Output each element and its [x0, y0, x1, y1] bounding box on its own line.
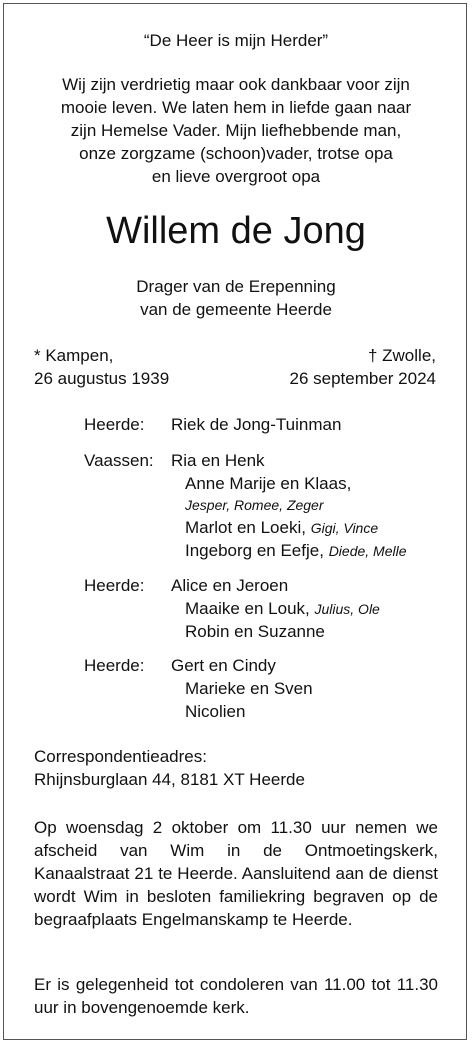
death-info: [290, 344, 437, 390]
family-place: Heerde:: [84, 415, 145, 434]
service-paragraph: Op woensdag 2 oktober om 11.30 uur nemen we afscheid van Wim in de Ontmoetingskerk, Kanaalstraat 21 te Heerde. Aansluitend aan de dienst wordt Wim in besloten familiekring begraven op de begraafplaats Engelmanskamp te Heerde.: [34, 818, 438, 929]
address-line: Rhijnsburglaan 44, 8181 XT Heerde: [34, 770, 305, 789]
family-member-row: [185, 516, 378, 540]
intro-line: zijn Hemelse Vader. Mijn liefhebbende man,: [70, 121, 402, 140]
family-member: Marlot en Loeki,: [185, 518, 306, 537]
family-place: Heerde:: [84, 576, 145, 595]
family-member: Alice en Jeroen: [171, 576, 289, 595]
family-member-row: [185, 539, 407, 563]
family-place: Vaassen:: [84, 451, 154, 470]
family-member-row: [185, 597, 380, 621]
honor-text: [0, 275, 472, 321]
death-date: 26 september 2024: [289, 369, 436, 388]
grandchildren-names: Julius, Ole: [314, 601, 380, 617]
family-member: Nicolien: [185, 702, 246, 721]
grandchildren-names: Gigi, Vince: [310, 520, 379, 536]
intro-line: en lieve overgroot opa: [151, 167, 321, 186]
family-place: Heerde:: [84, 656, 145, 675]
family-member: Ria en Henk: [171, 451, 265, 470]
correspondence-address: [34, 745, 305, 791]
birth-place: * Kampen,: [34, 346, 114, 365]
address-label: Correspondentieadres:: [34, 747, 207, 766]
family-member: Marieke en Sven: [185, 679, 313, 698]
grandchildren-names: Diede, Melle: [328, 543, 407, 559]
intro-text: [0, 73, 472, 188]
intro-line: onze zorgzame (schoon)vader, trotse opa: [79, 144, 393, 163]
family-member: Anne Marije en Klaas,: [185, 474, 352, 493]
death-place: † Zwolle,: [367, 346, 436, 365]
intro-line: mooie leven. We laten hem in liefde gaan naar: [60, 98, 412, 117]
honor-line: Drager van de Erepenning: [136, 277, 336, 296]
deceased-name: Willem de Jong: [106, 210, 366, 252]
condolence-paragraph: Er is gelegenheid tot condoleren van 11.00 tot 11.30 uur in bovengenoemde kerk.: [34, 975, 438, 1017]
family-member: Ingeborg en Eefje,: [185, 541, 324, 560]
birth-date: 26 augustus 1939: [34, 369, 170, 388]
family-member: Robin en Suzanne: [185, 622, 325, 641]
family-member: Maaike en Louk,: [185, 599, 310, 618]
birth-info: [34, 344, 169, 390]
grandchildren-names: Jesper, Romee, Zeger: [185, 497, 324, 513]
family-member: Riek de Jong-Tuinman: [171, 415, 342, 434]
family-member: Gert en Cindy: [171, 656, 276, 675]
intro-line: Wij zijn verdrietig maar ook dankbaar voor zijn: [62, 75, 410, 94]
bible-quote: “De Heer is mijn Herder”: [143, 31, 329, 50]
honor-line: van de gemeente Heerde: [140, 300, 332, 319]
